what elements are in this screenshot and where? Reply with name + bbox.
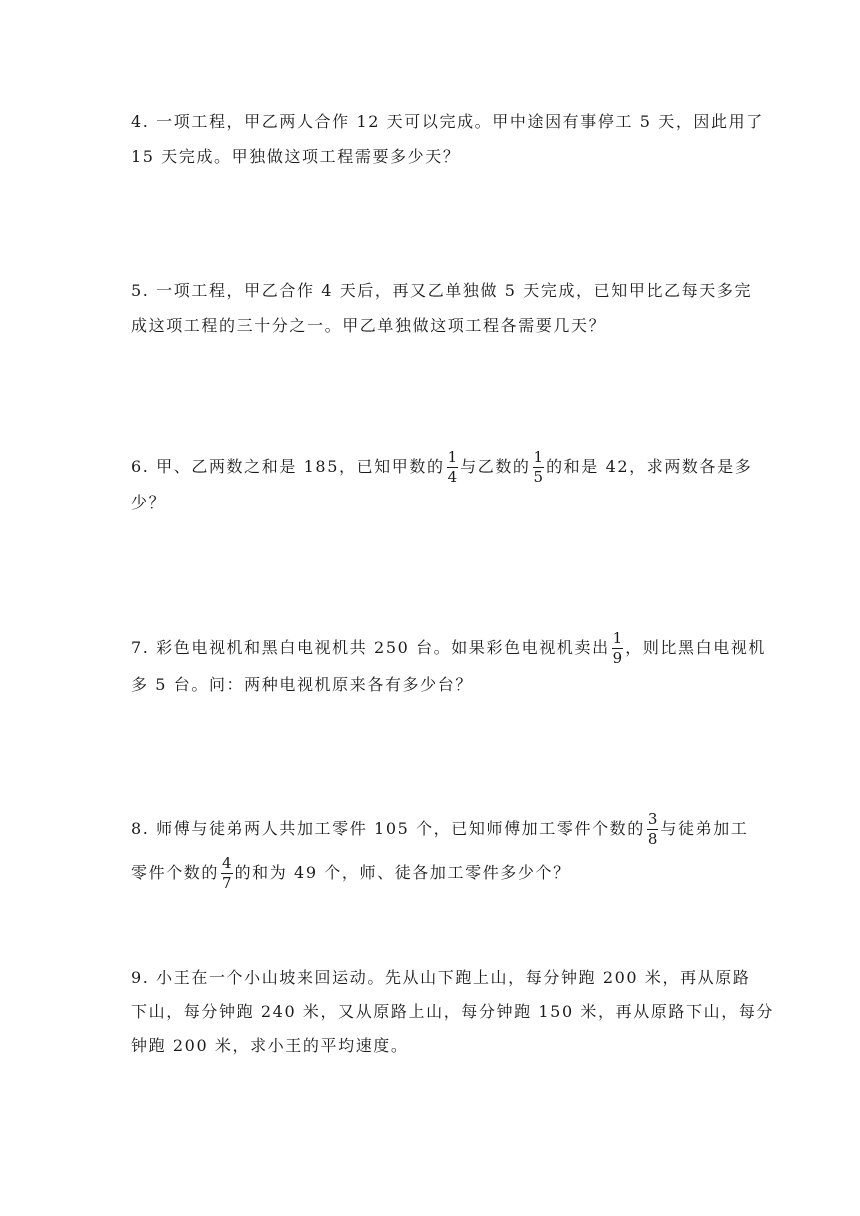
problem-7-line-1 [131, 629, 767, 667]
problem-8-text-b: 与徒弟加工 [660, 819, 749, 838]
problem-7-line-2: 多 5 台。问：两种电视机原来各有多少台？ [131, 675, 473, 694]
problem-6-line-1 [131, 448, 753, 486]
problem-8-text-a: 8. 师傅与徒弟两人共加工零件 105 个，已知师傅加工零件个数的 [131, 819, 645, 838]
problem-4-line-2: 15 天完成。甲独做这项工程需要多少天？ [131, 147, 461, 166]
problem-7-text-a: 7. 彩色电视机和黑白电视机共 250 台。如果彩色电视机卖出 [131, 638, 610, 657]
fraction-one-ninth: $\frac{1}{9}$ [612, 629, 623, 667]
problem-4-line-1: 4. 一项工程，甲乙两人合作 12 天可以完成。甲中途因有事停工 5 天，因此用了 [131, 112, 764, 131]
fraction-three-eighths: $\frac{3}{8}$ [647, 810, 658, 848]
problem-8-line-1 [131, 810, 749, 848]
problem-6-text-c: 的和是 42，求两数各是多 [546, 457, 753, 476]
problem-5-line-1: 5. 一项工程，甲乙合作 4 天后，再又乙单独做 5 天完成，已知甲比乙每天多完 [131, 281, 753, 300]
problem-9-line-3: 钟跑 200 米，求小王的平均速度。 [131, 1036, 409, 1055]
problem-8-text-d: 的和为 49 个，师、徒各加工零件多少个？ [234, 863, 571, 882]
fraction-one-quarter: $\frac{1}{4}$ [447, 448, 458, 486]
fraction-one-fifth: $\frac{1}{5}$ [533, 448, 544, 486]
problem-9-line-1: 9. 小王在一个小山坡来回运动。先从山下跑上山，每分钟跑 200 米，再从原路 [131, 968, 751, 987]
problem-6-text-a: 6. 甲、乙两数之和是 185，已知甲数的 [131, 457, 445, 476]
problem-5-line-2: 成这项工程的三十分之一。甲乙单独做这项工程各需要几天？ [131, 316, 607, 335]
problem-6-line-2: 少？ [131, 493, 167, 512]
problem-8-text-c: 零件个数的 [131, 863, 220, 882]
problem-9-line-2: 下山，每分钟跑 240 米，又从原路上山，每分钟跑 150 米，再从原路下山，每分 [131, 1002, 775, 1021]
problem-8-line-2 [131, 854, 571, 892]
problem-7-text-b: ，则比黑白电视机 [625, 638, 767, 657]
fraction-four-sevenths: $\frac{4}{7}$ [222, 854, 232, 892]
problem-6-text-b: 与乙数的 [460, 457, 531, 476]
